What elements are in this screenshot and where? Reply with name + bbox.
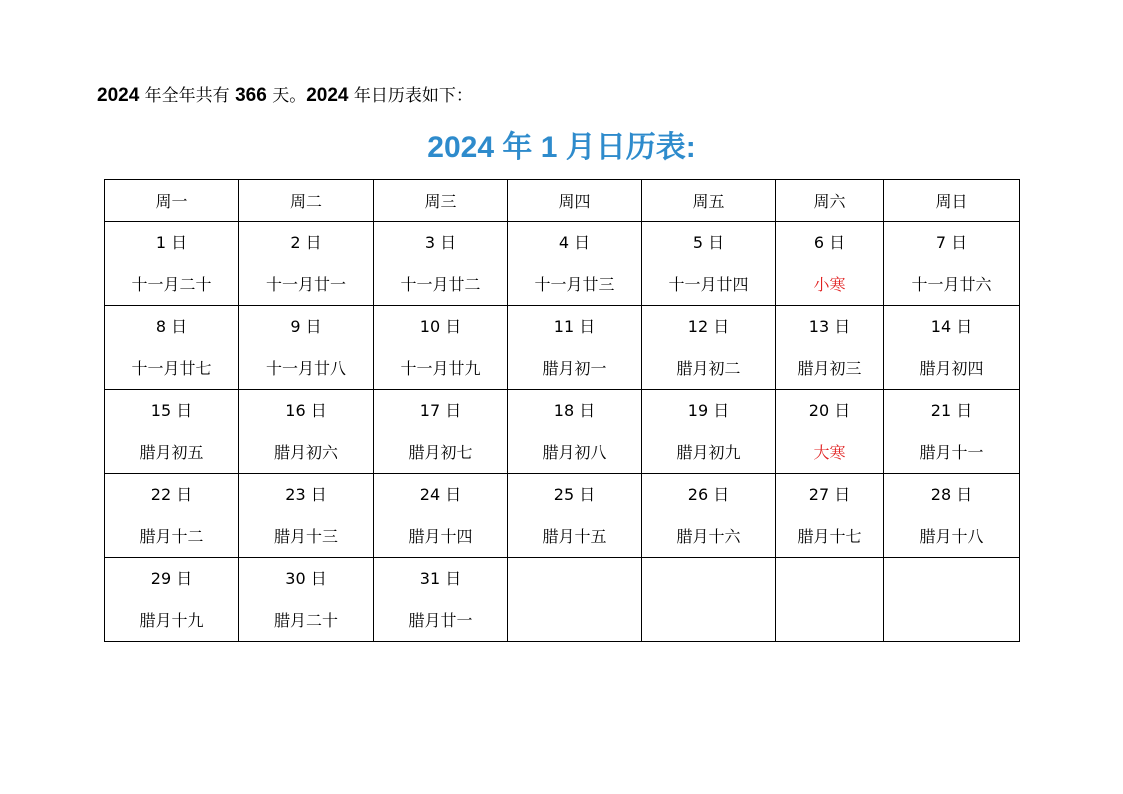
calendar-day-cell: [374, 306, 508, 390]
lunar-date: 腊月十四: [408, 526, 473, 546]
lunar-date: 腊月廿一: [408, 610, 473, 630]
calendar-day-cell: [239, 474, 374, 558]
calendar-day-cell: [508, 474, 642, 558]
calendar-table: [104, 179, 1020, 642]
intro-year-2: 2024: [306, 85, 349, 106]
calendar-day-cell: [239, 222, 374, 306]
lunar-date: 腊月十一: [919, 442, 984, 462]
calendar-day-cell: [508, 390, 642, 474]
gregorian-date: 5 日: [692, 232, 725, 252]
weekday-header: 周四: [508, 180, 642, 222]
calendar-day-cell: [508, 306, 642, 390]
gregorian-date: 15 日: [150, 400, 193, 420]
lunar-date: 腊月初六: [273, 442, 338, 462]
gregorian-date: 17 日: [419, 400, 462, 420]
gregorian-date: 9 日: [290, 316, 322, 336]
gregorian-date: 2 日: [290, 232, 322, 252]
gregorian-date: 6 日: [813, 232, 846, 252]
gregorian-date: 30 日: [285, 568, 327, 588]
gregorian-date: 20 日: [808, 400, 851, 420]
calendar-day-cell: [374, 558, 508, 642]
intro-text-1: 年全年共有: [139, 86, 236, 106]
gregorian-date: 18 日: [553, 400, 596, 420]
gregorian-date: 22 日: [150, 484, 193, 504]
lunar-date: 腊月初七: [408, 442, 473, 462]
lunar-date: 腊月初九: [676, 442, 741, 462]
calendar-week-row: [105, 474, 1020, 558]
calendar-day-cell: [105, 390, 239, 474]
lunar-date: 十一月廿三: [534, 274, 615, 294]
lunar-date: 腊月十三: [273, 526, 338, 546]
calendar-day-cell: [105, 558, 239, 642]
lunar-date: 腊月初五: [139, 442, 204, 462]
gregorian-date: 1 日: [155, 232, 188, 252]
calendar-day-cell: [105, 474, 239, 558]
calendar-day-cell: [776, 390, 884, 474]
gregorian-date: 4 日: [558, 232, 591, 252]
gregorian-date: 29 日: [150, 568, 193, 588]
gregorian-date: 25 日: [553, 484, 596, 504]
calendar-day-cell: [239, 558, 374, 642]
solar-term-label: 大寒: [813, 442, 846, 462]
weekday-header: 周二: [239, 180, 374, 222]
lunar-date: 腊月十八: [919, 526, 984, 546]
gregorian-date: 7 日: [935, 232, 968, 252]
lunar-date: 腊月十二: [139, 526, 204, 546]
lunar-date: 十一月廿六: [911, 274, 992, 294]
calendar-day-cell: [239, 390, 374, 474]
calendar-week-row: [105, 558, 1020, 642]
calendar-day-cell: [374, 222, 508, 306]
calendar-day-cell: [776, 222, 884, 306]
weekday-header: 周五: [642, 180, 776, 222]
lunar-date: 腊月初二: [676, 358, 741, 378]
lunar-date: 腊月十七: [797, 526, 862, 546]
intro-sentence: [97, 84, 473, 108]
calendar-day-cell: [884, 474, 1020, 558]
gregorian-date: 16 日: [285, 400, 327, 420]
lunar-date: 十一月廿九: [400, 358, 481, 378]
calendar-day-cell: [105, 306, 239, 390]
gregorian-date: 24 日: [419, 484, 462, 504]
calendar-day-cell: [776, 474, 884, 558]
lunar-date: 腊月十九: [139, 610, 204, 630]
lunar-date: 腊月二十: [273, 610, 338, 630]
intro-days-count: 366: [235, 85, 267, 106]
calendar-week-row: [105, 390, 1020, 474]
lunar-date: 十一月二十: [131, 274, 212, 294]
lunar-date: 十一月廿八: [265, 358, 346, 378]
lunar-date: 腊月初八: [542, 442, 607, 462]
gregorian-date: 23 日: [285, 484, 327, 504]
lunar-date: 腊月十六: [676, 526, 741, 546]
weekday-header: 周三: [374, 180, 508, 222]
gregorian-date: 13 日: [808, 316, 851, 336]
lunar-date: 腊月初三: [797, 358, 862, 378]
calendar-title: 2024 年 1 月日历表:: [427, 131, 696, 164]
calendar-day-cell: [239, 306, 374, 390]
calendar-day-cell: [642, 558, 776, 642]
calendar-day-cell: [374, 390, 508, 474]
calendar-day-cell: [508, 222, 642, 306]
lunar-date: 十一月廿四: [668, 274, 749, 294]
intro-text-2: 天。: [266, 86, 307, 106]
calendar-day-cell: [884, 558, 1020, 642]
calendar-day-cell: [884, 390, 1020, 474]
calendar-day-cell: [884, 306, 1020, 390]
calendar-week-row: [105, 306, 1020, 390]
gregorian-date: 21 日: [930, 400, 973, 420]
calendar-day-cell: [642, 474, 776, 558]
lunar-date: 腊月初四: [919, 358, 984, 378]
gregorian-date: 3 日: [424, 232, 457, 252]
gregorian-date: 14 日: [930, 316, 973, 336]
lunar-date: 十一月廿一: [265, 274, 346, 294]
calendar-day-cell: [776, 558, 884, 642]
gregorian-date: 12 日: [687, 316, 730, 336]
calendar-day-cell: [374, 474, 508, 558]
gregorian-date: 8 日: [155, 316, 188, 336]
lunar-date: 十一月廿二: [400, 274, 481, 294]
gregorian-date: 10 日: [419, 316, 462, 336]
calendar-day-cell: [105, 222, 239, 306]
gregorian-date: 11 日: [553, 316, 596, 336]
weekday-header-row: [105, 180, 1020, 222]
solar-term-label: 小寒: [813, 274, 846, 294]
intro-year: 2024: [97, 85, 140, 106]
gregorian-date: 28 日: [930, 484, 973, 504]
calendar-day-cell: [508, 558, 642, 642]
lunar-date: 十一月廿七: [131, 358, 212, 378]
intro-text-3: 年日历表如下：: [348, 86, 473, 106]
calendar-day-cell: [776, 306, 884, 390]
calendar-week-row: [105, 222, 1020, 306]
gregorian-date: 27 日: [808, 484, 851, 504]
weekday-header: 周一: [105, 180, 239, 222]
calendar-day-cell: [642, 390, 776, 474]
calendar-day-cell: [642, 306, 776, 390]
lunar-date: 腊月十五: [542, 526, 607, 546]
lunar-date: 腊月初一: [542, 358, 607, 378]
gregorian-date: 19 日: [687, 400, 730, 420]
gregorian-date: 26 日: [687, 484, 730, 504]
weekday-header: 周日: [884, 180, 1020, 222]
weekday-header: 周六: [776, 180, 884, 222]
calendar-day-cell: [642, 222, 776, 306]
gregorian-date: 31 日: [419, 568, 462, 588]
calendar-day-cell: [884, 222, 1020, 306]
